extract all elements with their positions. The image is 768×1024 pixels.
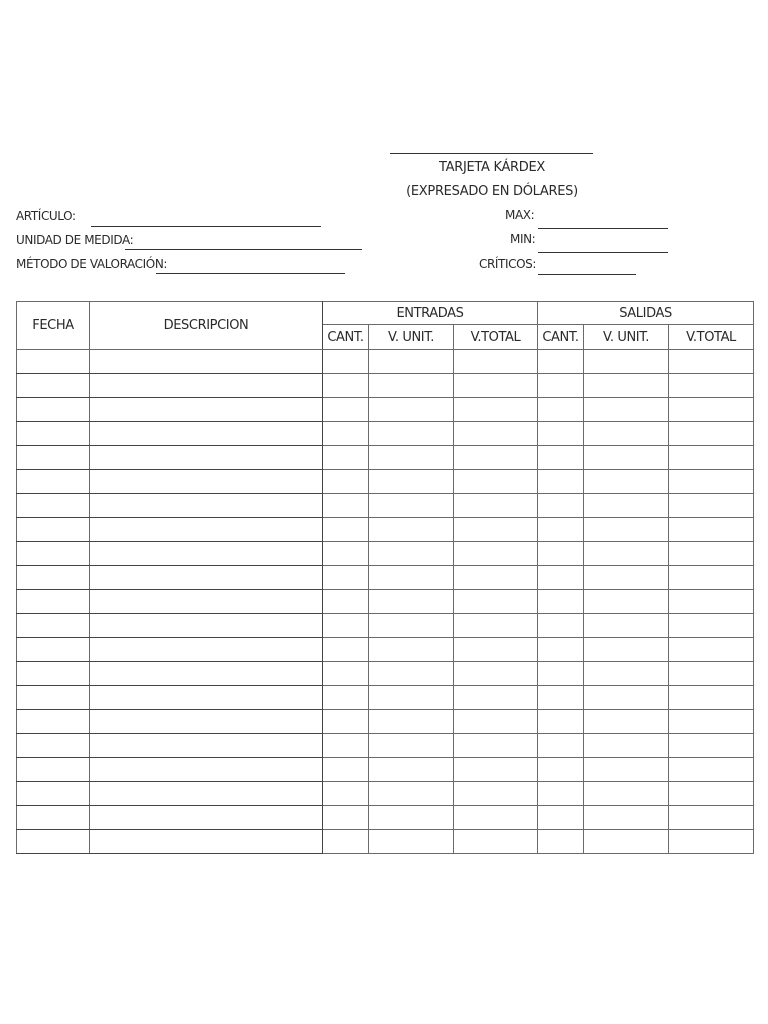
table-cell[interactable] bbox=[584, 398, 669, 422]
table-cell[interactable] bbox=[454, 830, 538, 854]
table-cell[interactable] bbox=[323, 374, 369, 398]
table-cell[interactable] bbox=[369, 758, 454, 782]
table-row bbox=[17, 830, 754, 854]
table-cell[interactable] bbox=[538, 494, 584, 518]
table-cell[interactable] bbox=[454, 662, 538, 686]
table-cell[interactable] bbox=[584, 710, 669, 734]
table-cell[interactable] bbox=[369, 782, 454, 806]
table-cell[interactable] bbox=[90, 494, 323, 518]
table-cell[interactable] bbox=[90, 686, 323, 710]
articulo-field-line[interactable] bbox=[91, 226, 321, 227]
table-cell[interactable] bbox=[17, 374, 90, 398]
table-cell[interactable] bbox=[454, 518, 538, 542]
table-cell[interactable] bbox=[369, 614, 454, 638]
table-cell[interactable] bbox=[90, 830, 323, 854]
table-cell[interactable] bbox=[323, 662, 369, 686]
table-cell[interactable] bbox=[323, 494, 369, 518]
table-cell[interactable] bbox=[17, 494, 90, 518]
table-cell[interactable] bbox=[90, 710, 323, 734]
table-cell[interactable] bbox=[369, 542, 454, 566]
table-cell[interactable] bbox=[369, 830, 454, 854]
table-cell[interactable] bbox=[669, 374, 754, 398]
table-cell[interactable] bbox=[17, 806, 90, 830]
min-field-line[interactable] bbox=[538, 252, 668, 253]
table-cell[interactable] bbox=[90, 782, 323, 806]
salidas-vunit-header: V. UNIT. bbox=[584, 325, 669, 350]
table-cell[interactable] bbox=[538, 350, 584, 374]
table-row bbox=[17, 758, 754, 782]
table-cell[interactable] bbox=[584, 446, 669, 470]
table-cell[interactable] bbox=[454, 638, 538, 662]
table-cell[interactable] bbox=[369, 518, 454, 542]
table-cell[interactable] bbox=[669, 350, 754, 374]
table-cell[interactable] bbox=[454, 686, 538, 710]
table-cell[interactable] bbox=[538, 518, 584, 542]
table-cell[interactable] bbox=[17, 638, 90, 662]
table-cell[interactable] bbox=[669, 638, 754, 662]
table-cell[interactable] bbox=[90, 446, 323, 470]
table-cell[interactable] bbox=[369, 422, 454, 446]
table-cell[interactable] bbox=[323, 470, 369, 494]
table-cell[interactable] bbox=[669, 758, 754, 782]
table-cell[interactable] bbox=[323, 446, 369, 470]
table-cell[interactable] bbox=[90, 806, 323, 830]
table-cell[interactable] bbox=[17, 614, 90, 638]
table-cell[interactable] bbox=[584, 470, 669, 494]
criticos-field-line[interactable] bbox=[538, 274, 636, 275]
min-label: MIN: bbox=[510, 232, 536, 246]
table-cell[interactable] bbox=[538, 782, 584, 806]
table-row bbox=[17, 446, 754, 470]
table-row bbox=[17, 422, 754, 446]
table-cell[interactable] bbox=[669, 782, 754, 806]
unidad-medida-field-line[interactable] bbox=[125, 249, 362, 250]
table-cell[interactable] bbox=[538, 422, 584, 446]
table-cell[interactable] bbox=[538, 590, 584, 614]
table-cell[interactable] bbox=[90, 566, 323, 590]
table-cell[interactable] bbox=[17, 542, 90, 566]
table-cell[interactable] bbox=[538, 614, 584, 638]
table-cell[interactable] bbox=[369, 350, 454, 374]
table-cell[interactable] bbox=[584, 734, 669, 758]
table-cell[interactable] bbox=[538, 686, 584, 710]
table-cell[interactable] bbox=[90, 662, 323, 686]
table-cell[interactable] bbox=[538, 374, 584, 398]
table-cell[interactable] bbox=[369, 398, 454, 422]
table-cell[interactable] bbox=[323, 542, 369, 566]
table-cell[interactable] bbox=[454, 566, 538, 590]
metodo-valoracion-label: MÉTODO DE VALORACIÓN: bbox=[16, 257, 168, 271]
table-cell[interactable] bbox=[584, 350, 669, 374]
table-cell[interactable] bbox=[454, 734, 538, 758]
table-cell[interactable] bbox=[17, 782, 90, 806]
table-cell[interactable] bbox=[584, 758, 669, 782]
unidad-medida-label: UNIDAD DE MEDIDA: bbox=[16, 233, 134, 247]
table-cell[interactable] bbox=[90, 470, 323, 494]
table-cell[interactable] bbox=[323, 398, 369, 422]
table-cell[interactable] bbox=[669, 398, 754, 422]
table-cell[interactable] bbox=[17, 590, 90, 614]
table-cell[interactable] bbox=[454, 374, 538, 398]
table-cell[interactable] bbox=[323, 710, 369, 734]
table-cell[interactable] bbox=[454, 470, 538, 494]
card-subtitle: (EXPRESADO EN DÓLARES) bbox=[406, 184, 578, 199]
table-cell[interactable] bbox=[369, 734, 454, 758]
table-cell[interactable] bbox=[584, 590, 669, 614]
table-cell[interactable] bbox=[538, 734, 584, 758]
table-cell[interactable] bbox=[17, 446, 90, 470]
table-cell[interactable] bbox=[669, 494, 754, 518]
table-cell[interactable] bbox=[90, 638, 323, 662]
table-cell[interactable] bbox=[90, 614, 323, 638]
table-cell[interactable] bbox=[90, 734, 323, 758]
table-cell[interactable] bbox=[323, 422, 369, 446]
fecha-header: FECHA bbox=[17, 302, 90, 350]
table-row bbox=[17, 470, 754, 494]
table-cell[interactable] bbox=[323, 518, 369, 542]
table-cell[interactable] bbox=[17, 470, 90, 494]
max-label: MAX: bbox=[505, 208, 535, 222]
kardex-table-body bbox=[17, 350, 754, 854]
table-cell[interactable] bbox=[538, 662, 584, 686]
max-field-line[interactable] bbox=[538, 228, 668, 229]
table-cell[interactable] bbox=[584, 422, 669, 446]
table-cell[interactable] bbox=[454, 446, 538, 470]
table-cell[interactable] bbox=[90, 590, 323, 614]
table-cell[interactable] bbox=[454, 494, 538, 518]
table-cell[interactable] bbox=[584, 566, 669, 590]
table-cell[interactable] bbox=[17, 422, 90, 446]
criticos-label: CRÍTICOS: bbox=[479, 257, 537, 271]
table-cell[interactable] bbox=[454, 758, 538, 782]
table-cell[interactable] bbox=[369, 662, 454, 686]
table-cell[interactable] bbox=[584, 494, 669, 518]
kardex-table bbox=[16, 301, 754, 854]
table-cell[interactable] bbox=[669, 614, 754, 638]
table-row bbox=[17, 518, 754, 542]
table-cell[interactable] bbox=[323, 590, 369, 614]
table-cell[interactable] bbox=[17, 662, 90, 686]
table-cell[interactable] bbox=[538, 806, 584, 830]
header-signature-line bbox=[390, 153, 593, 154]
entradas-vunit-header: V. UNIT. bbox=[369, 325, 454, 350]
table-cell[interactable] bbox=[323, 782, 369, 806]
table-cell[interactable] bbox=[454, 350, 538, 374]
salidas-header: SALIDAS bbox=[538, 302, 754, 325]
table-cell[interactable] bbox=[538, 470, 584, 494]
table-cell[interactable] bbox=[323, 734, 369, 758]
table-cell[interactable] bbox=[584, 830, 669, 854]
table-row bbox=[17, 566, 754, 590]
entradas-header: ENTRADAS bbox=[323, 302, 538, 325]
table-cell[interactable] bbox=[369, 494, 454, 518]
table-row bbox=[17, 614, 754, 638]
table-cell[interactable] bbox=[323, 830, 369, 854]
table-row bbox=[17, 782, 754, 806]
table-cell[interactable] bbox=[584, 782, 669, 806]
salidas-cant-header: CANT. bbox=[538, 325, 584, 350]
table-cell[interactable] bbox=[669, 662, 754, 686]
table-row bbox=[17, 374, 754, 398]
table-cell[interactable] bbox=[538, 710, 584, 734]
table-cell[interactable] bbox=[584, 662, 669, 686]
table-cell[interactable] bbox=[369, 590, 454, 614]
table-row bbox=[17, 350, 754, 374]
table-cell[interactable] bbox=[369, 446, 454, 470]
table-row bbox=[17, 398, 754, 422]
table-cell[interactable] bbox=[669, 734, 754, 758]
table-row bbox=[17, 806, 754, 830]
table-cell[interactable] bbox=[454, 542, 538, 566]
table-cell[interactable] bbox=[584, 374, 669, 398]
table-cell[interactable] bbox=[17, 758, 90, 782]
table-cell[interactable] bbox=[669, 422, 754, 446]
descripcion-header: DESCRIPCION bbox=[90, 302, 323, 350]
table-cell[interactable] bbox=[669, 518, 754, 542]
table-cell[interactable] bbox=[454, 782, 538, 806]
table-cell[interactable] bbox=[90, 422, 323, 446]
table-cell[interactable] bbox=[323, 614, 369, 638]
table-cell[interactable] bbox=[584, 614, 669, 638]
table-cell[interactable] bbox=[369, 806, 454, 830]
entradas-vtotal-header: V.TOTAL bbox=[454, 325, 538, 350]
table-cell[interactable] bbox=[454, 806, 538, 830]
table-row bbox=[17, 638, 754, 662]
table-cell[interactable] bbox=[17, 710, 90, 734]
table-cell[interactable] bbox=[454, 614, 538, 638]
table-cell[interactable] bbox=[669, 806, 754, 830]
table-cell[interactable] bbox=[669, 470, 754, 494]
table-cell[interactable] bbox=[538, 830, 584, 854]
table-cell[interactable] bbox=[454, 710, 538, 734]
table-cell[interactable] bbox=[323, 758, 369, 782]
table-cell[interactable] bbox=[17, 566, 90, 590]
table-cell[interactable] bbox=[669, 710, 754, 734]
table-cell[interactable] bbox=[584, 518, 669, 542]
metodo-valoracion-field-line[interactable] bbox=[156, 273, 345, 274]
table-cell[interactable] bbox=[17, 830, 90, 854]
table-cell[interactable] bbox=[323, 686, 369, 710]
table-row bbox=[17, 662, 754, 686]
table-cell[interactable] bbox=[17, 518, 90, 542]
table-cell[interactable] bbox=[369, 470, 454, 494]
table-cell[interactable] bbox=[538, 758, 584, 782]
table-row bbox=[17, 734, 754, 758]
table-cell[interactable] bbox=[669, 542, 754, 566]
table-cell[interactable] bbox=[669, 446, 754, 470]
table-row bbox=[17, 590, 754, 614]
table-cell[interactable] bbox=[17, 398, 90, 422]
table-cell[interactable] bbox=[90, 398, 323, 422]
table-cell[interactable] bbox=[669, 830, 754, 854]
table-cell[interactable] bbox=[538, 638, 584, 662]
table-cell[interactable] bbox=[454, 422, 538, 446]
table-cell[interactable] bbox=[369, 566, 454, 590]
table-cell[interactable] bbox=[369, 686, 454, 710]
table-cell[interactable] bbox=[323, 638, 369, 662]
table-cell[interactable] bbox=[369, 710, 454, 734]
table-cell[interactable] bbox=[323, 806, 369, 830]
table-cell[interactable] bbox=[584, 686, 669, 710]
table-row bbox=[17, 686, 754, 710]
table-cell[interactable] bbox=[669, 566, 754, 590]
table-cell[interactable] bbox=[584, 638, 669, 662]
salidas-vtotal-header: V.TOTAL bbox=[669, 325, 754, 350]
table-row bbox=[17, 710, 754, 734]
table-cell[interactable] bbox=[584, 542, 669, 566]
table-cell[interactable] bbox=[584, 806, 669, 830]
table-cell[interactable] bbox=[538, 542, 584, 566]
table-cell[interactable] bbox=[369, 374, 454, 398]
table-cell[interactable] bbox=[369, 638, 454, 662]
table-cell[interactable] bbox=[17, 350, 90, 374]
table-cell[interactable] bbox=[454, 398, 538, 422]
entradas-cant-header: CANT. bbox=[323, 325, 369, 350]
table-cell[interactable] bbox=[538, 398, 584, 422]
table-cell[interactable] bbox=[669, 686, 754, 710]
table-cell[interactable] bbox=[538, 446, 584, 470]
articulo-label: ARTÍCULO: bbox=[16, 209, 76, 223]
table-cell[interactable] bbox=[323, 350, 369, 374]
table-cell[interactable] bbox=[323, 566, 369, 590]
table-cell[interactable] bbox=[454, 590, 538, 614]
table-row bbox=[17, 542, 754, 566]
table-cell[interactable] bbox=[90, 542, 323, 566]
table-cell[interactable] bbox=[538, 566, 584, 590]
table-cell[interactable] bbox=[90, 350, 323, 374]
table-cell[interactable] bbox=[669, 590, 754, 614]
table-row bbox=[17, 494, 754, 518]
table-cell[interactable] bbox=[90, 758, 323, 782]
card-title: TARJETA KÁRDEX bbox=[438, 160, 545, 175]
table-cell[interactable] bbox=[90, 374, 323, 398]
table-cell[interactable] bbox=[90, 518, 323, 542]
table-cell[interactable] bbox=[17, 734, 90, 758]
table-cell[interactable] bbox=[17, 686, 90, 710]
